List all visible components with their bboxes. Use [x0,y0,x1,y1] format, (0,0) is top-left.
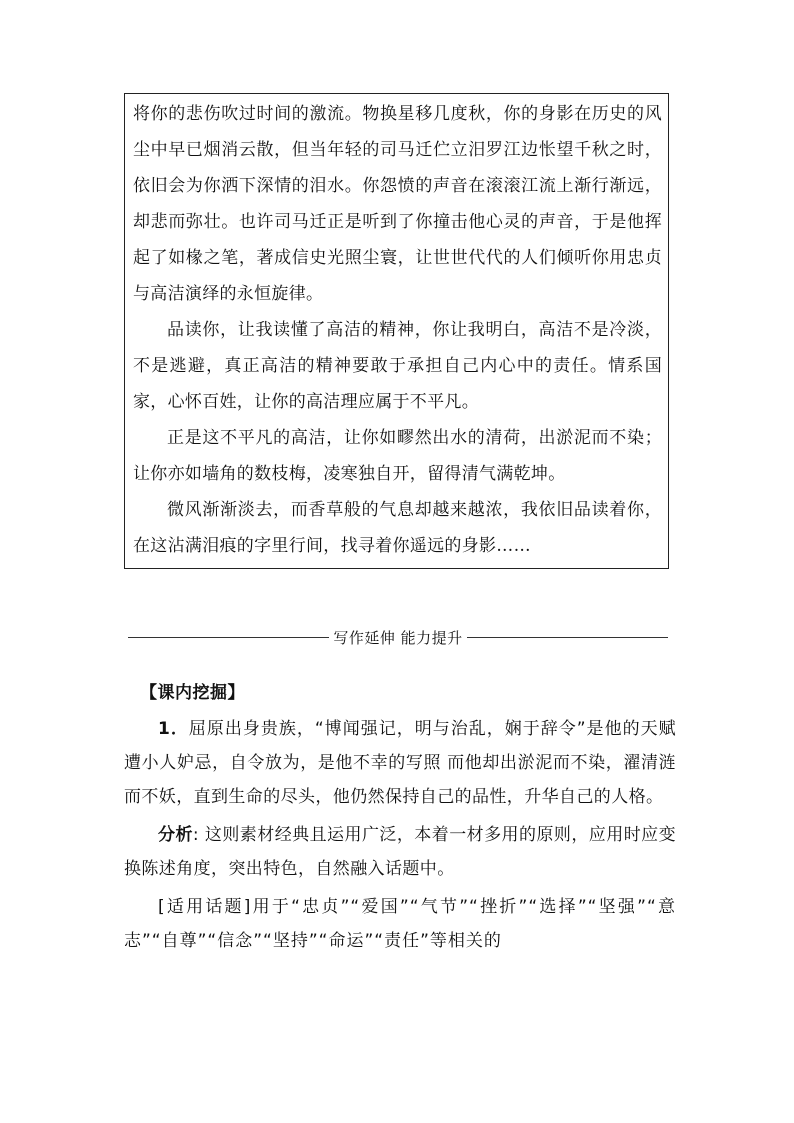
divider-rule-left [128,637,329,638]
essay-excerpt-box [124,93,669,569]
section-tag: 【课内挖掘】 [140,683,245,703]
section-heading: 写作延伸 能力提升 [333,628,463,647]
topics-paragraph [124,890,676,958]
essay-paragraph-2: 品读你，让我读懂了高洁的精神，你让我明白，高洁不是冷淡，不是逃避，真正高洁的精神要敢于承担自己内心中的责任。情系国家，心怀百姓，让你的高洁理应属于不平凡。 [133,320,662,412]
item-1-number: 1． [158,719,189,739]
analysis-label: 分析 [158,825,193,845]
topics-label: [适用话题] [158,897,252,917]
section-divider [128,624,668,650]
analysis-text: : 这则素材经典且运用广泛，本着一材多用的原则，应用时应变换陈述角度，突出特色，自然融入话题中。 [124,825,676,879]
essay-paragraph-4: 微风渐渐淡去，而香草般的气息却越来越浓，我依旧品读着你，在这沾满泪痕的字里行间，找寻着你遥远的身影…… [133,500,662,556]
item-1-paragraph [124,712,676,814]
essay-paragraph-3: 正是这不平凡的高洁，让你如疁然出水的清荷，出淤泥而不染；让你亦如墙角的数枝梅，凌寒独自开，留得清气满乾坤。 [133,428,662,484]
item-1-text: 屈原出身贵族，“博闻强记，明与治乱，娴于辞令”是他的天赋 遭小人妒忌，自令放为，是他不幸的写照 而他却出淤泥而不染，濯清涟而不妖，直到生命的尽头，他仍然保持自己的品性，升华自己的人格。 [124,719,676,807]
writing-extension-content [124,676,676,958]
divider-rule-right [467,637,668,638]
analysis-paragraph [124,818,676,886]
essay-paragraph-1: 将你的悲伤吹过时间的激流。物换星移几度秋，你的身影在历史的风尘中早已烟消云散，但当年轻的司马迁伫立汨罗江边怅望千秋之时，依旧会为你洒下深情的泪水。你怨愤的声音在滚滚江流上渐行渐远，却悲而弥壮。也许司马迁正是听到了你撞击他心灵的声音，于是他挥起了如椽之笔，著成信史光照尘寰，让世世代代的人们倾听你用忠贞与高洁演绎的永恒旋律。 [133,104,662,304]
topics-text: 用于“忠贞”“爱国”“气节”“挫折”“选择”“坚强”“意志”“自尊”“信念”“坚持”“命运”“责任”等相关的 [124,897,676,951]
